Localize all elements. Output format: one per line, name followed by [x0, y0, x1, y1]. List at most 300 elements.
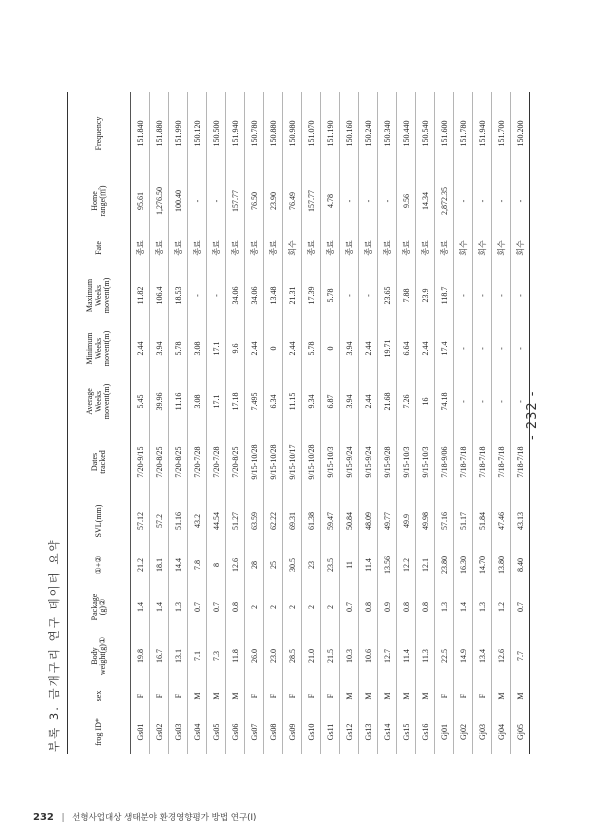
table-cell: F — [435, 682, 454, 710]
table-cell: 106.4 — [150, 269, 169, 322]
table-row — [378, 92, 397, 754]
table-cell: 14.70 — [473, 546, 492, 584]
table-cell: 7/18-7/18 — [454, 428, 473, 496]
table-cell: 151.780 — [454, 92, 473, 175]
table-row — [359, 92, 378, 754]
table-cell: 1.4 — [454, 584, 473, 630]
table-row — [245, 92, 264, 754]
table-cell: - — [473, 375, 492, 428]
table-cell: 28 — [245, 546, 264, 584]
table-row — [435, 92, 454, 754]
column-header-line: movent(m) — [102, 277, 112, 314]
table-cell: 19.8 — [131, 630, 150, 682]
table-body — [131, 92, 530, 754]
table-cell: 7/18-7/18 — [492, 428, 511, 496]
table-cell: 2 — [302, 584, 321, 630]
table-cell: 21.68 — [378, 375, 397, 428]
table-cell: 21.0 — [302, 630, 321, 682]
table-cell: Gj01 — [435, 710, 454, 754]
table-cell: 1.4 — [131, 584, 150, 630]
table-cell: Gj02 — [454, 710, 473, 754]
table-cell: Gs03 — [169, 710, 188, 754]
table-cell: 3.08 — [188, 322, 207, 375]
table-cell: 5.78 — [169, 322, 188, 375]
table-cell: 2 — [264, 584, 283, 630]
table-cell: 7.1 — [188, 630, 207, 682]
table-cell: Gs09 — [283, 710, 302, 754]
table-cell: 49.98 — [416, 496, 435, 546]
column-header-line: movent(m) — [102, 383, 112, 420]
table-cell: 150.120 — [188, 92, 207, 175]
table-cell: 10.6 — [359, 630, 378, 682]
table-cell: - — [511, 269, 530, 322]
table-cell: 48.09 — [359, 496, 378, 546]
table-cell: M — [397, 682, 416, 710]
table-cell: - — [473, 269, 492, 322]
table-cell: 9.56 — [397, 175, 416, 227]
table-cell: 7/20-8/25 — [226, 428, 245, 496]
table-cell: 59.47 — [321, 496, 340, 546]
table-cell: 회수 — [454, 227, 473, 269]
table-cell: 34.06 — [245, 269, 264, 322]
table-cell: 종료 — [359, 227, 378, 269]
table-cell: 51.27 — [226, 496, 245, 546]
table-cell: 11.8 — [226, 630, 245, 682]
table-cell: 2.44 — [416, 322, 435, 375]
table-cell: 9/15-9/24 — [359, 428, 378, 496]
table-cell: 16.7 — [150, 630, 169, 682]
table-cell: 종료 — [150, 227, 169, 269]
table-cell: 7.8 — [188, 546, 207, 584]
table-cell: 17.39 — [302, 269, 321, 322]
column-header — [68, 630, 131, 682]
table-cell: 종료 — [131, 227, 150, 269]
table-cell: 151.600 — [435, 92, 454, 175]
table-cell: 43.2 — [188, 496, 207, 546]
footer-page-number: 232 — [33, 812, 54, 823]
table-cell: 종료 — [340, 227, 359, 269]
table-cell: 6.34 — [264, 375, 283, 428]
table-cell: Gs05 — [207, 710, 226, 754]
table-cell: 7/20-9/15 — [131, 428, 150, 496]
table-cell: 3.94 — [150, 322, 169, 375]
table-cell: 2.44 — [359, 322, 378, 375]
table-cell: 17.18 — [226, 375, 245, 428]
table-cell: Gs16 — [416, 710, 435, 754]
table-cell: 9.6 — [226, 322, 245, 375]
table-cell: 회수 — [473, 227, 492, 269]
table-cell: 150.440 — [397, 92, 416, 175]
table-row — [302, 92, 321, 754]
table-cell: 5.45 — [131, 375, 150, 428]
table-cell: 13.56 — [378, 546, 397, 584]
table-cell: 11 — [340, 546, 359, 584]
table-cell: F — [302, 682, 321, 710]
table-cell: 1.2 — [492, 584, 511, 630]
table-cell: - — [511, 175, 530, 227]
table-row — [340, 92, 359, 754]
table-cell: 2 — [245, 584, 264, 630]
table-cell: 9/15-10/17 — [283, 428, 302, 496]
table-cell: 2,872.35 — [435, 175, 454, 227]
page-marker: - 232 - — [525, 390, 540, 440]
column-header-line: Weeks — [93, 337, 103, 360]
table-cell: 회수 — [492, 227, 511, 269]
table-cell: 5.78 — [321, 269, 340, 322]
table-row — [131, 92, 150, 754]
table-cell: 7.495 — [245, 375, 264, 428]
table-row — [188, 92, 207, 754]
table-cell: 151.840 — [131, 92, 150, 175]
column-header — [68, 92, 131, 175]
column-header-line: weight(g)① — [98, 636, 107, 676]
table-cell: 151.990 — [169, 92, 188, 175]
table-cell: 종료 — [302, 227, 321, 269]
table-row — [226, 92, 245, 754]
table-cell: 13.4 — [473, 630, 492, 682]
table-cell: M — [207, 682, 226, 710]
table-cell: 44.54 — [207, 496, 226, 546]
table-cell: 23.9 — [416, 269, 435, 322]
column-header-line: frog ID* — [93, 718, 103, 746]
table-cell: Gs12 — [340, 710, 359, 754]
table-row — [264, 92, 283, 754]
table-cell: F — [473, 682, 492, 710]
table-cell: 7.3 — [207, 630, 226, 682]
column-header — [68, 175, 131, 227]
table-cell: 23.0 — [264, 630, 283, 682]
table-row — [150, 92, 169, 754]
table-cell: 14.9 — [454, 630, 473, 682]
table-row — [397, 92, 416, 754]
table-cell: - — [454, 322, 473, 375]
table-cell: 151.940 — [473, 92, 492, 175]
column-header-line: range(㎡) — [98, 185, 107, 217]
table-cell: Gj03 — [473, 710, 492, 754]
table-cell: 회수 — [511, 227, 530, 269]
table-cell: 2 — [283, 584, 302, 630]
table-cell: 76.49 — [283, 175, 302, 227]
table-cell: 11.82 — [131, 269, 150, 322]
column-header — [68, 496, 131, 546]
table-cell: M — [188, 682, 207, 710]
table-cell: 3.94 — [340, 322, 359, 375]
table-cell: 51.17 — [454, 496, 473, 546]
table-cell: - — [454, 175, 473, 227]
table-cell: 9/15-9/28 — [378, 428, 397, 496]
table-cell: 21.5 — [321, 630, 340, 682]
table-cell: Gs14 — [378, 710, 397, 754]
table-cell: 2.44 — [283, 322, 302, 375]
table-cell: F — [264, 682, 283, 710]
column-header-line: SVL(mm) — [93, 504, 103, 538]
table-cell: 14.34 — [416, 175, 435, 227]
table-cell: 4.78 — [321, 175, 340, 227]
table-cell: 57.2 — [150, 496, 169, 546]
table-cell: - — [454, 375, 473, 428]
table-cell: 7.7 — [511, 630, 530, 682]
table-cell: 6.87 — [321, 375, 340, 428]
table-cell: 49.77 — [378, 496, 397, 546]
table-cell: 151.190 — [321, 92, 340, 175]
table-cell: - — [473, 175, 492, 227]
table-cell: 17.1 — [207, 375, 226, 428]
table-cell: 23 — [302, 546, 321, 584]
table-cell: 12.2 — [397, 546, 416, 584]
table-cell: 157.77 — [226, 175, 245, 227]
table-cell: 21.31 — [283, 269, 302, 322]
table-cell: F — [454, 682, 473, 710]
table-cell: 0.9 — [378, 584, 397, 630]
table-row — [454, 92, 473, 754]
table-cell: 150.500 — [207, 92, 226, 175]
table-row — [321, 92, 340, 754]
column-header — [68, 584, 131, 630]
table-cell: M — [226, 682, 245, 710]
table-cell: - — [473, 322, 492, 375]
column-header — [68, 322, 131, 375]
table-cell: 16.30 — [454, 546, 473, 584]
table-cell: 0.7 — [188, 584, 207, 630]
table-cell: 8.40 — [511, 546, 530, 584]
table-cell: F — [321, 682, 340, 710]
table-cell: 0 — [264, 322, 283, 375]
table-row — [283, 92, 302, 754]
table-cell: - — [492, 375, 511, 428]
table-cell: 7.26 — [397, 375, 416, 428]
table-cell: 51.16 — [169, 496, 188, 546]
table-cell: 47.46 — [492, 496, 511, 546]
table-cell: 69.31 — [283, 496, 302, 546]
table-cell: 151.880 — [150, 92, 169, 175]
table-cell: 43.13 — [511, 496, 530, 546]
table-cell: 100.40 — [169, 175, 188, 227]
table-cell: M — [416, 682, 435, 710]
table-cell: 1.3 — [435, 584, 454, 630]
table-cell: 7/18-9/06 — [435, 428, 454, 496]
table-cell: Gs07 — [245, 710, 264, 754]
column-header — [68, 227, 131, 269]
table-cell: 12.7 — [378, 630, 397, 682]
table-cell: 11.3 — [416, 630, 435, 682]
column-header-line: Minimum — [85, 332, 95, 365]
table-cell: - — [511, 322, 530, 375]
column-header-line: ①+② — [93, 555, 103, 575]
table-cell: 30.5 — [283, 546, 302, 584]
table-cell: 12.6 — [226, 546, 245, 584]
table-cell: 5.78 — [302, 322, 321, 375]
table-cell: 종료 — [416, 227, 435, 269]
table-cell: 8 — [207, 546, 226, 584]
table-cell: 7/18-7/18 — [511, 428, 530, 496]
table-cell: 39.96 — [150, 375, 169, 428]
table-cell: 76.50 — [245, 175, 264, 227]
table-cell: - — [378, 175, 397, 227]
table-cell: 11.4 — [359, 546, 378, 584]
table-cell: M — [511, 682, 530, 710]
table-cell: 23.5 — [321, 546, 340, 584]
table-cell: 51.84 — [473, 496, 492, 546]
table-cell: Gs08 — [264, 710, 283, 754]
table-cell: 종료 — [321, 227, 340, 269]
table-cell: Gs13 — [359, 710, 378, 754]
table-header-row — [68, 92, 131, 754]
table-cell: - — [492, 175, 511, 227]
table-cell: - — [511, 375, 530, 428]
column-header-line: tracked — [98, 450, 107, 474]
column-header-line: Frequency — [93, 116, 103, 151]
table-cell: 종료 — [378, 227, 397, 269]
column-header-line: Maximum — [85, 278, 95, 313]
table-cell: 0.7 — [340, 584, 359, 630]
table-cell: Gs04 — [188, 710, 207, 754]
column-header-line: Package — [89, 593, 99, 621]
table-cell: 16 — [416, 375, 435, 428]
table-cell: 1.3 — [169, 584, 188, 630]
table-cell: 0.8 — [416, 584, 435, 630]
table-cell: 23.90 — [264, 175, 283, 227]
table-cell: 150.240 — [359, 92, 378, 175]
table-cell: M — [378, 682, 397, 710]
table-cell: 3.08 — [188, 375, 207, 428]
table-cell: 0.8 — [226, 584, 245, 630]
table-cell: 150.540 — [416, 92, 435, 175]
table-cell: 9.34 — [302, 375, 321, 428]
table-cell: 회수 — [283, 227, 302, 269]
table-cell: 종료 — [188, 227, 207, 269]
table-cell: 0.8 — [359, 584, 378, 630]
table-row — [169, 92, 188, 754]
table-cell: 57.16 — [435, 496, 454, 546]
table-cell: 9/15-10/28 — [264, 428, 283, 496]
table-cell: 17.1 — [207, 322, 226, 375]
table-cell: M — [492, 682, 511, 710]
table-cell: 9/15-9/24 — [340, 428, 359, 496]
table-cell: 1,276.50 — [150, 175, 169, 227]
table-cell: 11.15 — [283, 375, 302, 428]
table-cell: 13.80 — [492, 546, 511, 584]
table-cell: - — [454, 269, 473, 322]
table-cell: - — [492, 269, 511, 322]
column-header-line: sex — [93, 690, 103, 702]
table-cell: 150.200 — [511, 92, 530, 175]
column-header-line: Average — [85, 388, 95, 415]
table-cell: 21.2 — [131, 546, 150, 584]
table-cell: 150.160 — [340, 92, 359, 175]
table-cell: 7/20-7/28 — [188, 428, 207, 496]
column-header — [68, 375, 131, 428]
table-cell: 95.61 — [131, 175, 150, 227]
column-header-line: Home — [89, 191, 99, 211]
table-cell: 28.5 — [283, 630, 302, 682]
table-cell: 종료 — [245, 227, 264, 269]
table-cell: 9/15-10/3 — [397, 428, 416, 496]
table-cell: 150.780 — [245, 92, 264, 175]
table-cell: - — [340, 269, 359, 322]
table-cell: 종료 — [397, 227, 416, 269]
table-cell: 26.0 — [245, 630, 264, 682]
table-cell: 151.070 — [302, 92, 321, 175]
table-cell: Gs15 — [397, 710, 416, 754]
column-header — [68, 710, 131, 754]
table-cell: 7/20-7/28 — [207, 428, 226, 496]
table-cell: 57.12 — [131, 496, 150, 546]
table-cell: 10.3 — [340, 630, 359, 682]
page-footer — [33, 811, 256, 823]
column-header-line: Weeks — [93, 284, 103, 307]
table-cell: 종료 — [207, 227, 226, 269]
table-cell: M — [340, 682, 359, 710]
footer-separator: | — [61, 813, 65, 823]
table-cell: 종료 — [169, 227, 188, 269]
table-cell: 61.38 — [302, 496, 321, 546]
table-cell: 157.77 — [302, 175, 321, 227]
column-header-line: movent(m) — [102, 330, 112, 367]
table-cell: 7/20-8/25 — [150, 428, 169, 496]
table-cell: 18.1 — [150, 546, 169, 584]
table-cell: 23.80 — [435, 546, 454, 584]
table-cell: 19.71 — [378, 322, 397, 375]
column-header-line: (g)② — [98, 598, 107, 616]
table-cell: - — [492, 322, 511, 375]
table-cell: 종료 — [226, 227, 245, 269]
table-cell: 0 — [321, 322, 340, 375]
table-cell: 2.44 — [245, 322, 264, 375]
table-cell: F — [169, 682, 188, 710]
table-cell: 34.06 — [226, 269, 245, 322]
column-header-line: Weeks — [93, 390, 103, 413]
table-cell: 9/15-10/28 — [245, 428, 264, 496]
table-cell: 0.8 — [397, 584, 416, 630]
table-cell: 0.7 — [207, 584, 226, 630]
column-header-line: Body — [89, 647, 99, 665]
table-cell: 2 — [321, 584, 340, 630]
table-cell: 151.940 — [226, 92, 245, 175]
table-cell: F — [283, 682, 302, 710]
table-row — [416, 92, 435, 754]
table-cell: Gj05 — [511, 710, 530, 754]
table-cell: - — [207, 269, 226, 322]
column-header-line: Fate — [93, 241, 103, 255]
table-row — [207, 92, 226, 754]
table-cell: 1.3 — [473, 584, 492, 630]
table-cell: 14.4 — [169, 546, 188, 584]
table-cell: 1.4 — [150, 584, 169, 630]
table-cell: Gs10 — [302, 710, 321, 754]
table-cell: 151.700 — [492, 92, 511, 175]
table-cell: 12.1 — [416, 546, 435, 584]
table-cell: 50.84 — [340, 496, 359, 546]
table-cell: - — [340, 175, 359, 227]
table-cell: - — [359, 175, 378, 227]
appendix-caption: 부록 3. 금개구리 연구 데이터 요약 — [47, 538, 61, 752]
table-cell: 23.65 — [378, 269, 397, 322]
table-cell: 9/15-10/3 — [416, 428, 435, 496]
column-header — [68, 269, 131, 322]
table-cell: 9/15-10/28 — [302, 428, 321, 496]
table-cell: 3.94 — [340, 375, 359, 428]
table-cell: Gs02 — [150, 710, 169, 754]
table-cell: 2.44 — [359, 375, 378, 428]
table-cell: 0.7 — [511, 584, 530, 630]
table-cell: 9/15-10/3 — [321, 428, 340, 496]
table-cell: 22.5 — [435, 630, 454, 682]
table-cell: Gs06 — [226, 710, 245, 754]
table-cell: 7/18-7/18 — [473, 428, 492, 496]
table-cell: Gs11 — [321, 710, 340, 754]
table-cell: 6.64 — [397, 322, 416, 375]
table-cell: - — [359, 269, 378, 322]
